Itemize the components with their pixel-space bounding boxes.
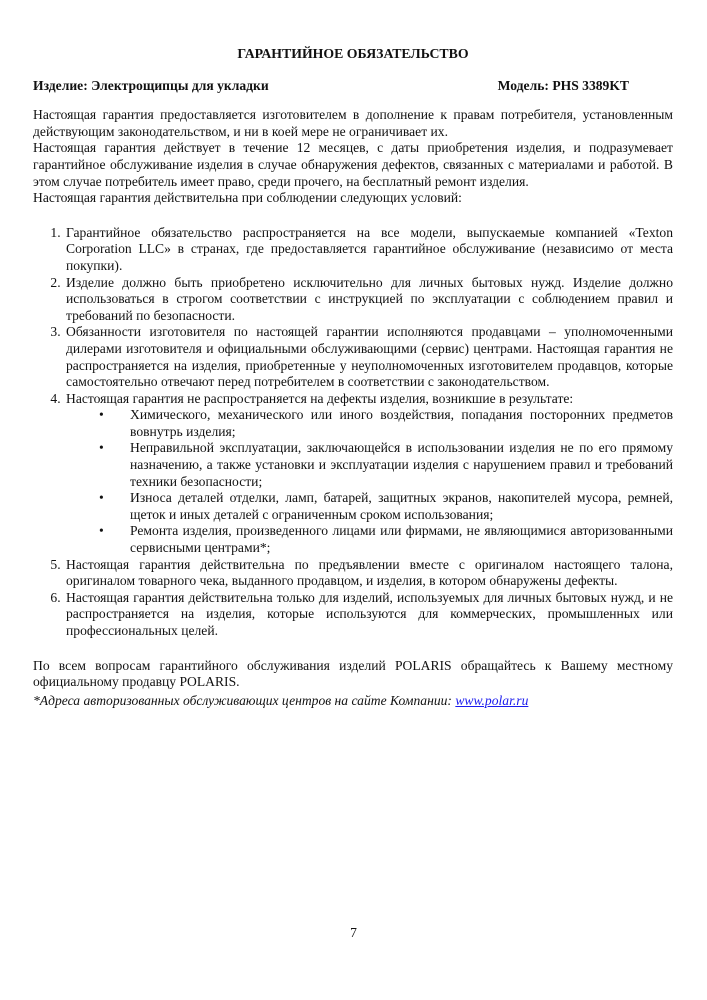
note-text: *Адреса авторизованных обслуживающих центров на сайте Компании: [33, 692, 456, 708]
conditions-list [33, 225, 673, 640]
condition-text: Обязанности изготовителя по настоящей гарантии исполняются продавцами – уполномоченными дилерами изготовителя и официальными обслуживающими (сервис) центрами. Настоящая гарантия не распространяется на изделия, приобретенные у неуполномоченных изготовителем продавцов, которые самостоятельно отвечают перед потребителем в соответствии с законодательством. [66, 324, 673, 390]
intro-paragraph: Настоящая гарантия предоставляется изготовителем в дополнение к правам потребителя, установленным действующим законодательством, и ни в коей мере не ограничивает их. [33, 107, 673, 139]
intro-section [33, 107, 673, 207]
condition-item [64, 590, 673, 640]
bullet-icon: • [99, 407, 104, 423]
bullet-icon: • [99, 440, 104, 456]
defect-cause-text: Неправильной эксплуатации, заключающейся в использовании изделия не по его прямому назначению, а также установки и эксплуатации изделия с нарушением правил и требований техники безопасности; [130, 440, 673, 489]
condition-item [64, 275, 673, 325]
condition-text: Настоящая гарантия не распространяется на дефекты изделия, возникшие в результате: [66, 390, 574, 406]
condition-text: Гарантийное обязательство распространяется на все модели, выпускаемые компанией «Texton Corporation LLC» в странах, где предоставляется гарантийное обслуживание (независимо от места покупки). [66, 224, 673, 273]
condition-text: Настоящая гарантия действительна только для изделий, используемых для личных бытовых нужд, и не распространяется на изделия, которые используются для коммерческих, промышленных или профессиональных целей. [66, 589, 673, 638]
defect-causes-list [66, 407, 673, 556]
condition-text: Изделие должно быть приобретено исключительно для личных бытовых нужд. Изделие должно использоваться в строгом соответствии с инструкцией по эксплуатации с соблюдением правил и требований по безопасности. [66, 274, 673, 323]
intro-paragraph: Настоящая гарантия действует в течение 12 месяцев, с даты приобретения изделия, и подразумевает гарантийное обслуживание изделия в случае обнаружения дефектов, связанных с материалами и работой. В этом случае потребитель имеет право, среди прочего, на бесплатный ремонт изделия. [33, 140, 673, 189]
model-label: Модель: PHS 3389KT [497, 77, 629, 93]
defect-cause-text: Химического, механического или иного воздействия, попадания посторонних предметов вовнутрь изделия; [130, 407, 673, 439]
defect-cause-item [99, 523, 673, 556]
bullet-icon: • [99, 523, 104, 539]
product-line [33, 78, 673, 95]
condition-item [64, 557, 673, 590]
condition-item [64, 324, 673, 390]
product-label: Изделие: Электрощипцы для укладки [33, 77, 269, 93]
defect-cause-text: Ремонта изделия, произведенного лицами или фирмами, не являющимися авторизованными сервисными центрами*; [130, 523, 673, 556]
defect-cause-item [99, 490, 673, 523]
website-link[interactable]: www.polar.ru [455, 692, 529, 708]
condition-text: Настоящая гарантия действительна по предъявлении вместе с оригиналом настоящего талона, оригиналом товарного чека, выданного продавцом, и изделия, в котором обнаружены дефекты. [66, 556, 673, 589]
page-number: 7 [350, 925, 357, 940]
defect-cause-item [99, 440, 673, 490]
condition-item [64, 225, 673, 275]
condition-item [64, 391, 673, 557]
defect-cause-item [99, 407, 673, 440]
document-page [33, 46, 673, 709]
defect-cause-text: Износа деталей отделки, ламп, батарей, защитных экранов, накопителей мусора, ремней, щеток и иных деталей с ограниченным сроком использования; [130, 490, 673, 522]
page-title: ГАРАНТИЙНОЕ ОБЯЗАТЕЛЬСТВО [237, 46, 469, 61]
contact-paragraph: По всем вопросам гарантийного обслуживания изделий POLARIS обращайтесь к Вашему местному официальному продавцу POLARIS. [33, 657, 673, 690]
service-centers-note [33, 693, 673, 710]
intro-paragraph: Настоящая гарантия действительна при соблюдении следующих условий: [33, 190, 462, 206]
bullet-icon: • [99, 490, 104, 506]
